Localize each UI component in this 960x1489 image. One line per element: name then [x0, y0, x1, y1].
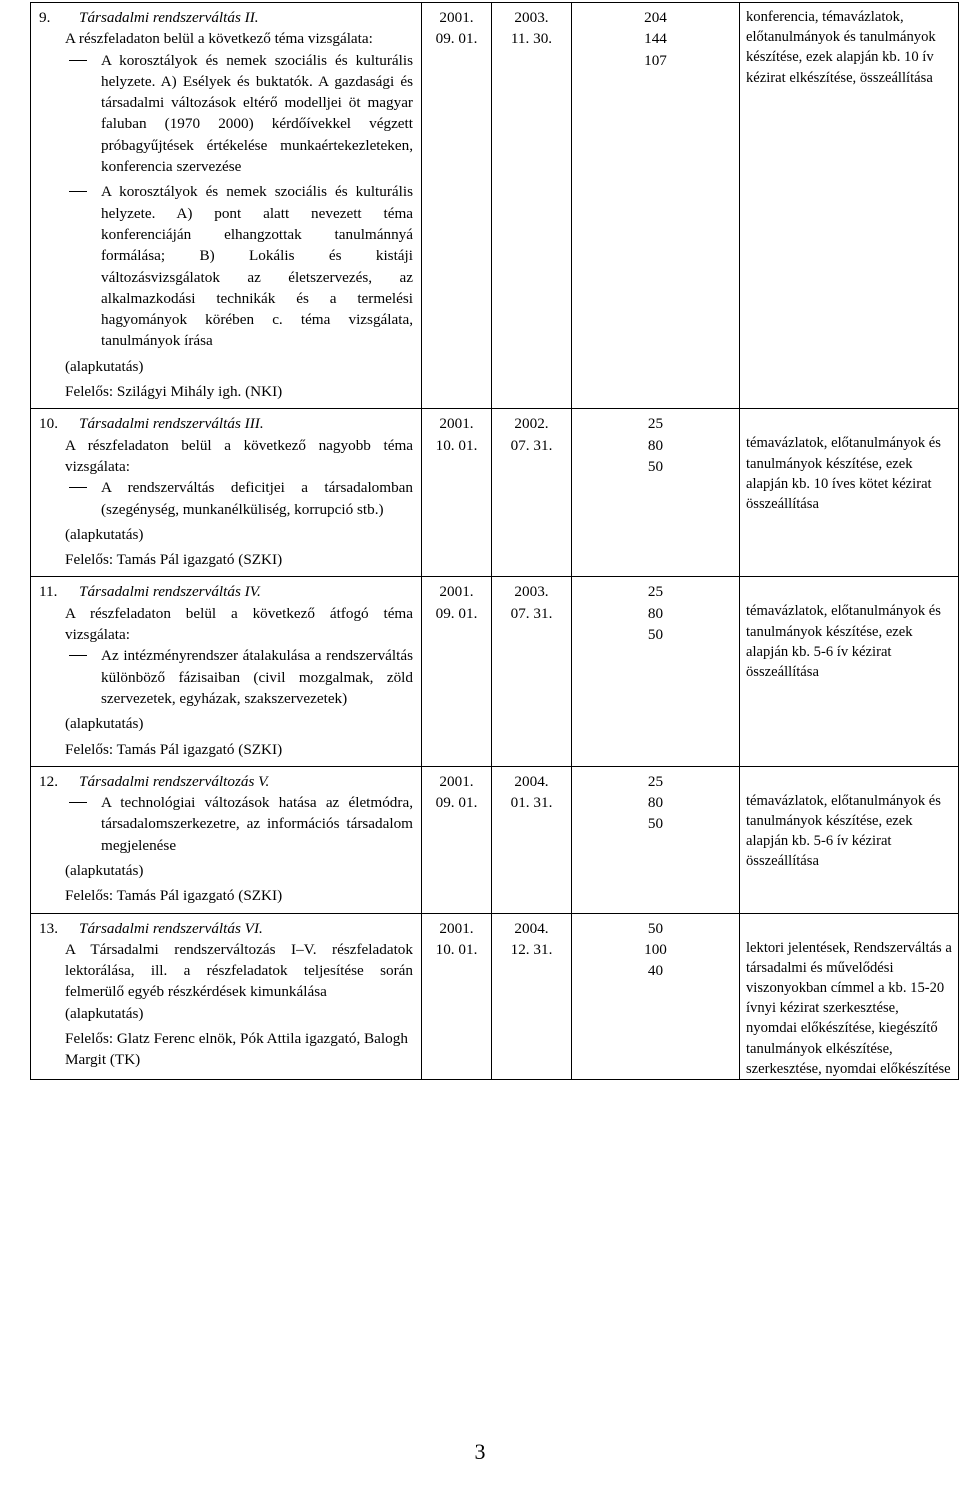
task-number: 13.: [39, 919, 58, 937]
start-date-part: 09. 01.: [435, 30, 478, 48]
output-text: témavázlatok, előtanulmányok és tanulmányok készítése, ezek alapján kb. 5-6 ív kézirat összeállítása: [746, 792, 941, 870]
task-responsible: Felelős: Tamás Pál igazgató (SZKI): [65, 551, 283, 569]
end-date-cell: [492, 766, 572, 913]
end-date-part: 2003.: [514, 9, 549, 26]
task-number: 9.: [39, 9, 51, 26]
task-type: (alapkutatás): [65, 357, 144, 375]
dash-marker: [69, 60, 87, 61]
task-responsible: Felelős: Glatz Ferenc elnök, Pók Attila igazgató, Balogh Margit (TK): [65, 1030, 408, 1069]
task-bullet-text: A korosztályok és nemek szociális és kulturális helyzete. A) Esélyek és buktatók. A gazdasági és társadalmi változások eltérő modelljei öt magyar faluban (1970 2000) kérdőívekkel végzett próbagyűjtések értékelése munkaértekezleteken, konferencia szervezése: [101, 51, 413, 176]
task-responsible: Felelős: Szilágyi Mihály igh. (NKI): [65, 383, 283, 401]
task-description-cell: [31, 766, 422, 913]
amount-value: 25: [647, 583, 664, 601]
start-date-cell: [422, 409, 492, 577]
task-title: Társadalmi rendszerváltás III.: [79, 415, 264, 433]
end-date-part: 11. 30.: [510, 30, 553, 48]
output-cell: [740, 409, 959, 577]
task-description-cell: [31, 409, 422, 577]
amounts-cell: [572, 766, 740, 913]
task-title: Társadalmi rendszerváltás VI.: [79, 919, 263, 937]
end-date-part: 2003.: [514, 583, 549, 601]
dash-marker: [69, 191, 87, 192]
start-date-part: 2001.: [439, 583, 474, 601]
task-responsible: Felelős: Tamás Pál igazgató (SZKI): [65, 740, 283, 758]
end-date-part: 07. 31.: [510, 436, 553, 454]
amount-value: 80: [647, 604, 664, 622]
start-date-part: 2001.: [439, 9, 474, 26]
page-number: 3: [474, 1439, 486, 1464]
end-date-cell: [492, 913, 572, 1079]
start-date-part: 2001.: [439, 919, 474, 937]
start-date-cell: [422, 3, 492, 409]
task-bullet-text: A korosztályok és nemek szociális és kulturális helyzete. A) pont alatt nevezett téma konferenciáján elhangzottak tanulmánnyá formálása; B) Lokális és kistáji változásvizsgálatok az életszervezés, az alkalmazkodási technikák és a termelési hagyományok körében c. téma vizsgálata, tanulmányok írása: [101, 183, 413, 350]
end-date-part: 07. 31.: [510, 604, 553, 622]
task-row: [31, 766, 959, 913]
amounts-cell: [572, 577, 740, 766]
task-intro: A részfeladaton belül a következő átfogó téma vizsgálata:: [65, 604, 413, 644]
task-heading: [39, 581, 413, 602]
output-text: lektori jelentések, Rendszerváltás a társadalmi és művelődési viszonyokban címmel a kb. 15-20 ívnyi kézirat szerkesztése, nyomdai előkészítése, kiegészítő tanulmányok elkészítése, szerkesztése, nyomdai előkészítése: [746, 939, 952, 1077]
amount-value: 50: [647, 457, 664, 475]
output-cell: [740, 913, 959, 1079]
amounts-cell: [572, 3, 740, 409]
task-bullet-text: A technológiai változások hatása az életmódra, társadalomszerkezetre, az információs társadalom megjelenése: [101, 794, 413, 854]
amount-value: 100: [644, 940, 667, 958]
task-responsible: Felelős: Tamás Pál igazgató (SZKI): [65, 887, 283, 905]
task-heading: [39, 771, 413, 792]
task-type: (alapkutatás): [65, 1004, 144, 1022]
amount-value: 50: [647, 815, 664, 833]
end-date-cell: [492, 409, 572, 577]
output-cell: [740, 577, 959, 766]
task-table: [30, 2, 959, 1080]
start-date-part: 2001.: [439, 415, 474, 433]
task-row: [31, 913, 959, 1079]
start-date-cell: [422, 766, 492, 913]
output-cell: [740, 3, 959, 409]
end-date-cell: [492, 3, 572, 409]
task-description-cell: [31, 913, 422, 1079]
dash-marker: [69, 487, 87, 488]
task-heading: [39, 918, 413, 939]
end-date-cell: [492, 577, 572, 766]
task-intro: A részfeladaton belül a következő téma vizsgálata:: [65, 30, 373, 48]
amount-value: 50: [647, 919, 664, 937]
task-description-cell: [31, 3, 422, 409]
task-description-cell: [31, 577, 422, 766]
amounts-cell: [572, 913, 740, 1079]
start-date-part: 10. 01.: [435, 940, 478, 958]
task-type: (alapkutatás): [65, 861, 144, 879]
start-date-cell: [422, 577, 492, 766]
task-title: Társadalmi rendszerváltás II.: [79, 9, 259, 26]
task-bullet: [65, 50, 413, 178]
end-date-part: 01. 31.: [510, 794, 553, 812]
start-date-part: 10. 01.: [435, 436, 478, 454]
output-text: konferencia, témavázlatok, előtanulmányok és tanulmányok készítése, ezek alapján kb. 10 ív kézirat elkészítése, összeállítása: [746, 9, 936, 86]
task-type: (alapkutatás): [65, 525, 144, 543]
amount-value: 107: [644, 51, 667, 69]
end-date-part: 2004.: [514, 919, 549, 937]
end-date-part: 12. 31.: [510, 940, 553, 958]
task-title: Társadalmi rendszerváltás IV.: [79, 583, 261, 601]
task-bullet-text: A rendszerváltás deficitjei a társadalomban (szegénység, munkanélküliség, korrupció stb.): [101, 479, 413, 518]
table-body: [31, 3, 959, 1080]
dash-marker: [69, 655, 87, 656]
amount-value: 80: [647, 794, 664, 812]
task-bullet: [65, 792, 413, 856]
task-bullet: [65, 645, 413, 709]
end-date-part: 2002.: [514, 415, 549, 433]
task-row: [31, 3, 959, 409]
task-row: [31, 409, 959, 577]
task-heading: [39, 7, 413, 28]
task-type: (alapkutatás): [65, 715, 144, 733]
start-date-part: 2001.: [439, 772, 474, 790]
amount-value: 50: [647, 626, 664, 644]
task-intro: A részfeladaton belül a következő nagyobb téma vizsgálata:: [65, 436, 413, 475]
amounts-cell: [572, 409, 740, 577]
task-bullet: [65, 181, 413, 351]
amount-value: 25: [647, 772, 664, 790]
task-bullet: [65, 477, 413, 520]
task-title: Társadalmi rendszerváltozás V.: [79, 772, 270, 790]
task-bullet-text: Az intézményrendszer átalakulása a rendszerváltás különböző fázisaiban (civil mozgalmak, zöld szervezetek, egyházak, szakszervezetek): [101, 647, 413, 707]
amount-value: 25: [647, 415, 664, 433]
task-row: [31, 577, 959, 766]
task-number: 12.: [39, 772, 58, 790]
dash-marker: [69, 802, 87, 803]
output-text: témavázlatok, előtanulmányok és tanulmányok készítése, ezek alapján kb. 10 íves kötet kézirat összeállítása: [746, 435, 941, 512]
end-date-part: 2004.: [514, 772, 549, 790]
amount-value: 204: [644, 9, 667, 26]
start-date-cell: [422, 913, 492, 1079]
task-number: 11.: [39, 583, 58, 601]
amount-value: 80: [647, 436, 664, 454]
task-heading: [39, 413, 413, 434]
task-number: 10.: [39, 415, 58, 433]
start-date-part: 09. 01.: [435, 604, 478, 622]
amount-value: 40: [647, 962, 664, 980]
output-text: témavázlatok, előtanulmányok és tanulmányok készítése, ezek alapján kb. 5-6 ív kézirat összeállítása: [746, 603, 941, 681]
start-date-part: 09. 01.: [435, 794, 478, 812]
task-intro: A Társadalmi rendszerváltozás I–V. részfeladatok lektorálása, ill. a részfeladatok teljesítése során felmerülő egyéb részkérdések kimunkálása: [65, 940, 413, 1001]
output-cell: [740, 766, 959, 913]
amount-value: 144: [644, 30, 667, 48]
